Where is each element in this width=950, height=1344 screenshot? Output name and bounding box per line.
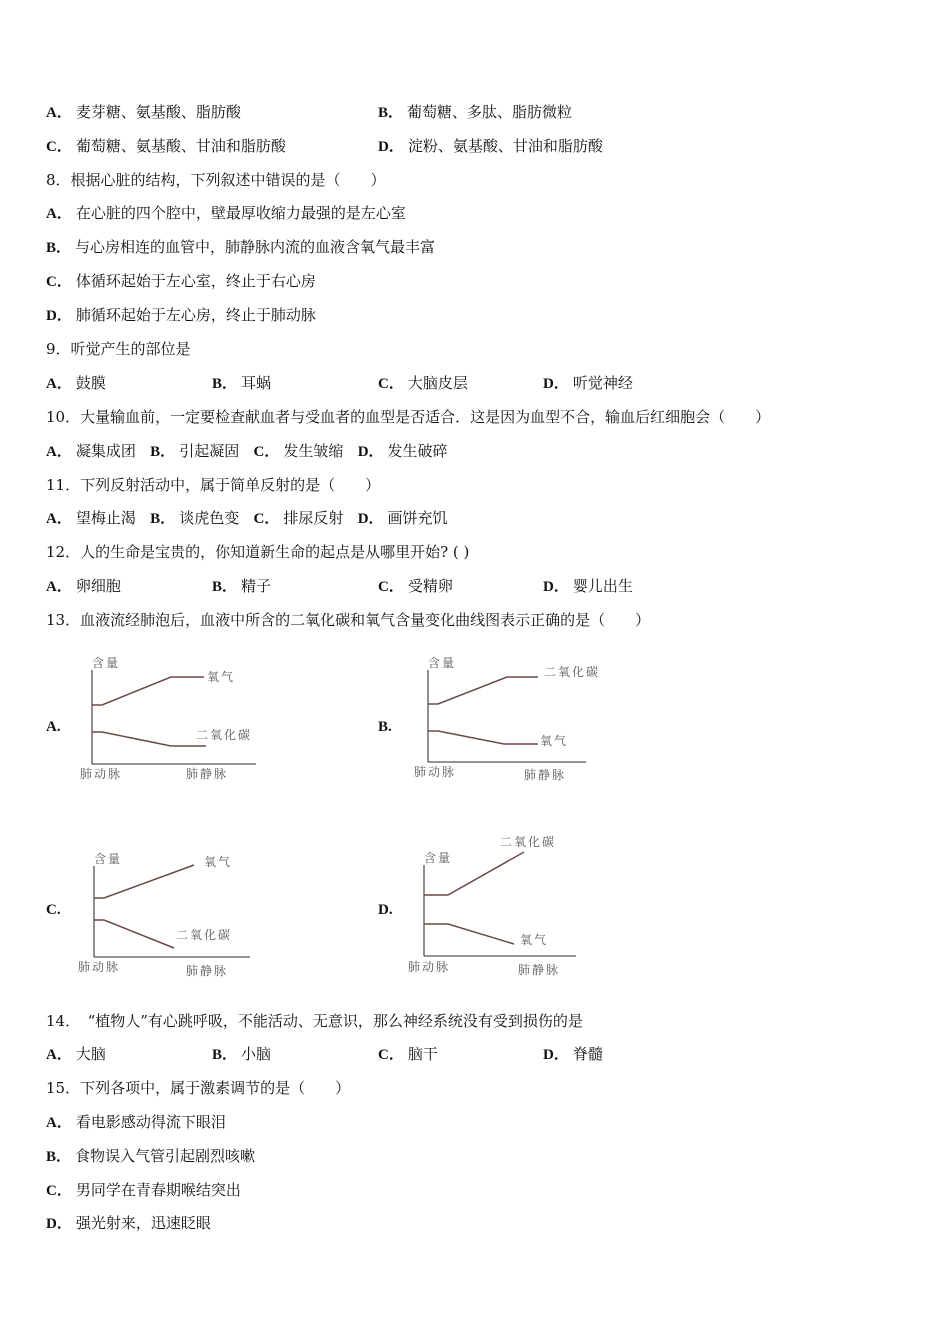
q7-option-b: B． 葡萄糖、多肽、脂肪微粒: [378, 103, 573, 121]
q8-stem: 8．根据心脏的结构，下列叙述中错误的是（ ）: [46, 171, 386, 189]
graph-d-x-start: 肺动脉: [408, 960, 451, 974]
graph-b-x-start: 肺动脉: [414, 765, 457, 779]
graph-a-lower-label: 二氧化碳: [196, 728, 253, 742]
q7-option-d: D． 淀粉、氨基酸、甘油和脂肪酸: [378, 137, 603, 155]
q11-options: A． 望梅止渴 B． 谈虎色变 C． 排尿反射 D． 画饼充饥: [46, 509, 448, 527]
q15-option-d: D． 强光射来，迅速眨眼: [46, 1214, 211, 1232]
q12-option-b: B． 精子: [212, 577, 272, 595]
graph-a-x-end: 肺静脉: [186, 767, 229, 781]
q7-option-a: A． 麦芽糖、氨基酸、脂肪酸: [46, 103, 241, 121]
q9-stem: 9．听觉产生的部位是: [46, 340, 191, 358]
graph-a-x-start: 肺动脉: [80, 767, 123, 781]
q7-option-c: C． 葡萄糖、氨基酸、甘油和脂肪酸: [46, 137, 286, 155]
graph-a-lower-curve: [92, 732, 206, 746]
graph-a: [76, 650, 276, 785]
graph-b-upper-curve: [428, 677, 538, 704]
graph-d-x-end: 肺静脉: [518, 963, 561, 977]
q11-stem: 11．下列反射活动中，属于简单反射的是（ ）: [46, 476, 381, 494]
q13-stem: 13．血液流经肺泡后，血液中所含的二氧化碳和氧气含量变化曲线图表示正确的是（ ）: [46, 611, 651, 629]
q10-stem: 10．大量输血前，一定要检查献血者与受血者的血型是否适合．这是因为血型不合，输血后红细胞会（ ）: [46, 408, 771, 426]
q12-option-d: D． 婴儿出生: [543, 577, 633, 595]
graph-b-label: B.: [378, 719, 392, 735]
graph-c-x-end: 肺静脉: [186, 964, 229, 978]
q9-option-d: D． 听觉神经: [543, 374, 633, 392]
graph-a-y-label: 含量: [92, 656, 121, 670]
graph-c: [76, 845, 276, 980]
graph-d-lower-label: 氧气: [520, 933, 549, 947]
graph-c-label: C.: [46, 902, 61, 918]
graph-b-lower-label: 氧气: [540, 734, 569, 748]
q8-option-a: A． 在心脏的四个腔中，壁最厚收缩力最强的是左心室: [46, 204, 406, 222]
graph-d-label: D.: [378, 902, 393, 918]
q8-option-c: C． 体循环起始于左心室，终止于右心房: [46, 272, 316, 290]
graph-a-upper-label: 氧气: [207, 670, 236, 684]
graph-d-upper-label: 二氧化碳: [500, 835, 557, 849]
q14-option-a: A． 大脑: [46, 1045, 106, 1063]
graph-b-x-end: 肺静脉: [524, 768, 567, 782]
graph-a-upper-curve: [92, 677, 204, 705]
graph-a-label: A.: [46, 719, 61, 735]
q14-stem: 14． “植物人”有心跳呼吸，不能活动、无意识，那么神经系统没有受到损伤的是: [46, 1012, 583, 1030]
graph-b-upper-label: 二氧化碳: [544, 665, 601, 679]
q15-stem: 15．下列各项中，属于激素调节的是（ ）: [46, 1079, 351, 1097]
graph-c-upper-curve: [94, 865, 194, 898]
graph-d-y-label: 含量: [424, 851, 453, 865]
q12-option-c: C． 受精卵: [378, 577, 453, 595]
q8-option-b: B． 与心房相连的血管中，肺静脉内流的血液含氧气最丰富: [46, 238, 436, 256]
q9-option-b: B． 耳蜗: [212, 374, 272, 392]
graph-b-lower-curve: [428, 731, 538, 744]
q14-option-b: B． 小脑: [212, 1045, 272, 1063]
graph-c-y-label: 含量: [94, 852, 123, 866]
graph-b-y-label: 含量: [428, 656, 457, 670]
graph-c-lower-curve: [94, 920, 174, 948]
q15-option-a: A． 看电影感动得流下眼泪: [46, 1113, 226, 1131]
q8-option-d: D． 肺循环起始于左心房，终止于肺动脉: [46, 306, 316, 324]
graph-c-x-start: 肺动脉: [78, 960, 121, 974]
q9-option-a: A． 鼓膜: [46, 374, 106, 392]
graph-b: [410, 650, 610, 785]
q9-option-c: C． 大脑皮层: [378, 374, 468, 392]
q12-option-a: A． 卵细胞: [46, 577, 121, 595]
graph-d-lower-curve: [424, 924, 514, 944]
q10-options: A． 凝集成团 B． 引起凝固 C． 发生皱缩 D． 发生破碎: [46, 442, 448, 460]
q15-option-b: B． 食物误入气管引起剧烈咳嗽: [46, 1147, 256, 1165]
q14-option-c: C． 脑干: [378, 1045, 438, 1063]
q14-option-d: D． 脊髓: [543, 1045, 603, 1063]
graph-c-upper-label: 氧气: [204, 855, 233, 869]
q12-stem: 12．人的生命是宝贵的，你知道新生命的起点是从哪里开始? ( ): [46, 543, 470, 561]
graph-c-lower-label: 二氧化碳: [176, 928, 233, 942]
graph-d: [406, 830, 606, 980]
q15-option-c: C． 男同学在青春期喉结突出: [46, 1181, 241, 1199]
